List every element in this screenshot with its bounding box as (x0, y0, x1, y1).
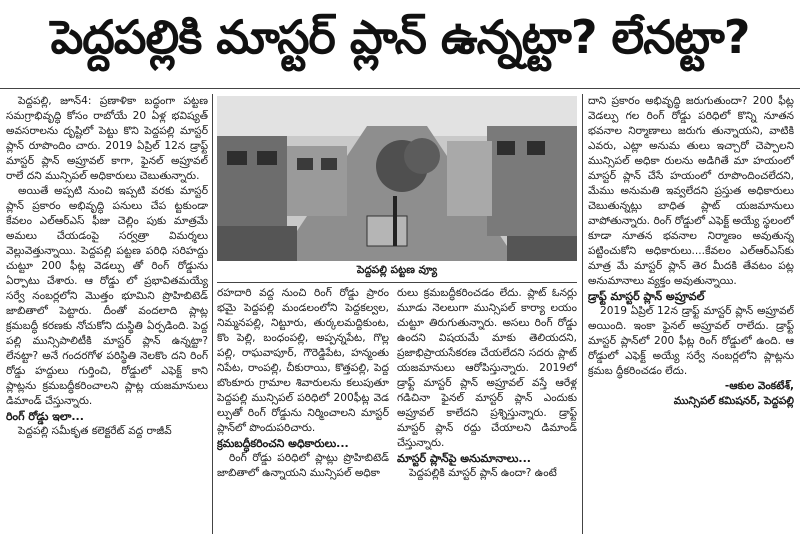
col3-paragraph-1: రులు క్రమబద్ధీకరించడం లేదు. ప్లాట్ ఓనర్లు మూడు నెలలుగా మున్సిపల్ కార్యా లయం చుట్టూ తిరుగుతున్నారు. అసలు రింగ్ రోడ్డు ఉందని విషయమే మాకు తెలియదని, ప్రజాభిప్రాయసేకరణ చేయలేదని సదరు ప్లాట్ యజమానులు ఆరోపిస్తున్నారు. 2019లో డ్రాఫ్ట్ మాస్టర్ ప్లాన్ అప్రూవల్ వస్తే ఆరేళ్ల గడిచినా ఫైనల్ మాస్టర్ ప్లాన్ ఎందుకు అప్రూవల్ కాలేదని ప్రశ్నిస్తున్నారు. డ్రాఫ్ట్ మాస్టర్ ప్లాన్ రద్దు చేయాలని డిమాండ్ చేస్తున్నారు. (397, 287, 577, 449)
photo-rule (217, 282, 577, 283)
town-photo (217, 96, 577, 261)
col2-paragraph-2: రింగ్ రోడ్డు పరిధిలో ప్లాట్లు ప్రొహిబిటెడ్ జాబితాలో ఉన్నాయని మున్సిపల్ అధికా (217, 452, 389, 479)
col1-paragraph-3: పెద్దపల్లి సమీకృత కలెక్టరేట్ వద్ద రాజీవ్ (18, 425, 172, 437)
photo-caption: పెద్దపల్లి పట్టణ వ్యూ (356, 264, 438, 276)
signature-name: -ఆకుల వెంకటేశ్, (724, 380, 794, 392)
column-1 (6, 94, 208, 534)
col4-paragraph-2: 2019 ఏప్రిల్ 12న డ్రాఫ్ట్ మాస్టర్ ప్లాన్ అప్రూవల్ అయింది. ఇంకా ఫైనల్ అప్రూవల్ రాలేదు. డ్రాఫ్ట్ మాస్టర్ ప్లాన్‌లో 200 ఫీట్ల రింగ్ రోడ్డులో ఉంది. ఆ రోడ్డులో ఎఫెక్ట్ అయ్యే సర్వే నంబర్లలోని ప్లాట్లను క్రమబ ద్ధీకరించడం లేదు. (588, 305, 794, 377)
col4-paragraph-1: దాని ప్రకారం అభివృద్ధి జరుగుతుందా? 200 ఫీట్ల వెడల్పు గల రింగ్ రోడ్డు పరిధిలో కొన్ని నూతన భవనాల నిర్మాణాలు జరుగు తున్నాయని, వాటికి ఎవరు, ఎట్లా అనుమ తులు ఇచ్చారో చెప్పాలని మున్సిపల్ అధికా రులను అడిగితే మా హయంలో మాస్టర్ ప్లాన్ చేసే హయంలో రూపొందించలేదని, మేము అనుమతి ఇవ్వలేదని ప్రస్తుత అధికారులు చెబుతున్నట్లు బాధిత ప్లాట్ యజమానులు వాపోతున్నారు. రింగ్ రోడ్డులో ఎఫెక్ట్ అయ్యే స్థలంలో కూడా నూతన భవనాల నిర్మాణం అవుతున్న పట్టించుకోని అధికారులు....కేవలం ఎల్ఆర్ఎస్‌కు మాత్ర మే మాస్టర్ ప్లాన్ తెర మీదకి తేవటం పట్ల అనుమానాలు వ్యక్తం అవుతున్నాయి. (588, 95, 794, 287)
dateline-paragraph: పెద్దపల్లి, జూన్4: ప్రణాళికా బద్ధంగా పట్టణ సమగ్రాభివృద్ధి కోసం రాబోయే 20 ఏళ్ల భవిష్యత్ అవసరాలను దృష్టిలో పెట్టు కొని పెద్దపల్లి మాస్టర్ ప్లాన్ రూపొందిం చారు. 2019 ఏప్రిల్ 12న డ్రాఫ్ట్ మాస్టర్ ప్లాన్ అప్రూవల్ కాగా, ఫైనల్ అప్రూవల్ రాలే దని మున్సిపల్ అధికారులు చెబుతున్నారు. (6, 95, 208, 182)
column-divider (212, 94, 213, 534)
col1-paragraph-2: అయితే అప్పటి నుంచి ఇప్పటి వరకు మాస్టర్ ప్లాన్ ప్రకారం అభివృద్ధి పనులు చేప ట్టకుండా కేవలం ఎల్ఆర్ఎస్ ఫీజు చెల్లిం పుకు మాత్రమే అమలు చేయడంపై సర్వత్రా విమర్శలు వెల్లువెత్తున్నాయి. పెద్దపల్లి పట్టణ పరిధి సరిహద్దు చుట్టూ 200 ఫీట్ల వెడల్పు తో రింగ్ రోడ్డును ఏర్పాటు చేశారు. ఆ రోడ్డు లో ప్రభావితమయ్యే సర్వే నంబర్లలోని మొత్తం భూమిని ప్రొహిబిటెడ్ జాబితాలో పెట్టారు. దీంతో వందలాది ప్లాట్ల క్రమబద్ధీ కరణకు నోచుకోని దుస్థితి ఏర్పడింది. పెద్ద పల్లి మున్సిపాలిటీకి మాస్టర్ ప్లాన్ ఉన్నట్టా? లేనట్టా? అనే గందరగోళ పరిస్థితి నెలకొం దని రింగ్ రోడ్డు హద్దులు గుర్తించి, రోడ్డులో ఎఫెక్ట్ కాని ప్లాట్లను క్రమబద్ధీకరించాలని ప్లాట్ల యజమానులు డిమాండ్ చేస్తున్నారు. (6, 185, 208, 407)
column-4 (588, 94, 794, 534)
subhead-doubts: మాస్టర్ ప్లాన్‌పై అనుమానాలు... (397, 452, 531, 465)
street-scene-image (217, 96, 577, 261)
subhead-officials: క్రమబద్ధీకరించని అధికారులు... (217, 437, 349, 450)
col2-paragraph-1: రహదారి వద్ద నుంచి రింగ్ రోడ్డు ప్రారం భమై పెద్దపల్లి మండలంలోని పెద్దకల్వల, నిమ్మనపల్లి, నిట్టూరు, తుర్కలమద్దికుంట, కొం పెల్లి, బంధంపల్లి, అప్పన్నపేట, గొల్ల పల్లి, రాఘవాపూర్, గౌరెడ్డిపేట, హన్మంతు నిపేట, రాంపల్లి, చీకురాయి, కొత్తపల్లి, పెద్ద బొంకూరు గ్రామాల శివారులను కలుపుతూ పెద్దపల్లి మున్సిపల్ పరిధిలో 200ఫీట్ల వెడ ల్పుతో రింగ్ రోడ్డును నిర్మించాలని మాస్టర్ ప్లాన్‌లో పొందుపరిచారు. (217, 287, 389, 434)
subhead-ring-road: రింగ్ రోడ్డు ఇలా... (6, 410, 84, 423)
subhead-draft-approval: డ్రాఫ్ట్ మాస్టర్ ప్లాన్ అప్రూవల్ (588, 290, 705, 303)
column-3 (397, 286, 577, 534)
column-divider-right (582, 94, 583, 534)
col3-paragraph-2: పెద్దపల్లికి మాస్టర్ ప్లాన్ ఉందా? ఉంటే (409, 467, 557, 479)
headline-rule (0, 88, 800, 89)
signature-title: మున్సిపల్ కమిషనర్, పెద్దపల్లి (673, 395, 794, 407)
column-2 (217, 286, 389, 534)
headline: పెద్దపల్లికి మాస్టర్ ప్లాన్ ఉన్నట్టా? లేనట్టా? (50, 10, 750, 64)
